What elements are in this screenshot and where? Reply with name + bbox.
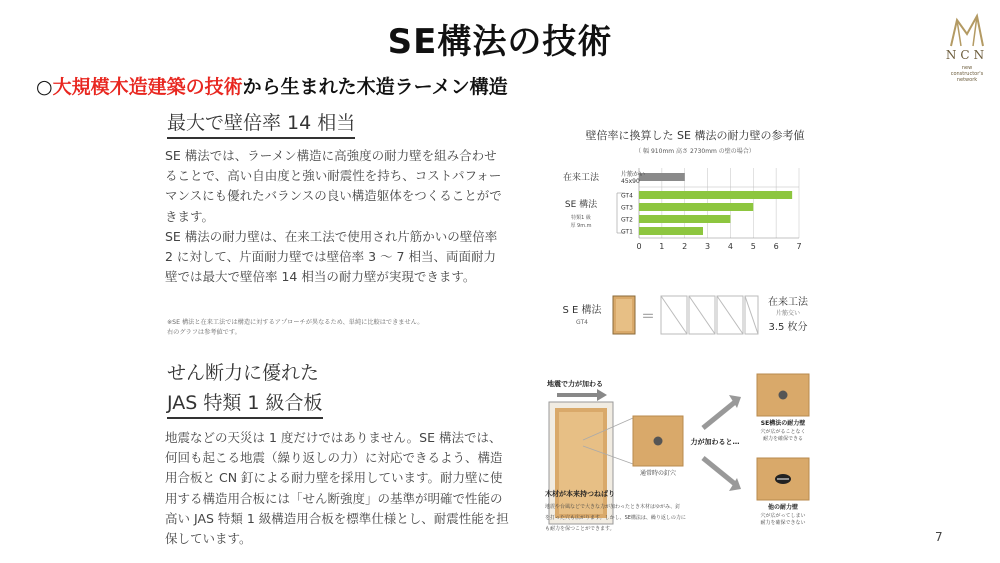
section2-heading-line1: せん断力に優れた <box>167 362 320 384</box>
section1-note <box>167 318 487 338</box>
section1-para1: SE 構法では、ラーメン構造に高強度の耐力壁を組み合わせることで、高い自由度と強い耐震性を持ち、コストパフォーマンスにも優れたバランスの良い構造躯体をつくることができます。 <box>165 148 502 224</box>
comparison-conv-label: 在来工法 <box>768 297 808 308</box>
se-panel-icon <box>613 296 635 334</box>
logo-tagline-3: network <box>956 77 978 83</box>
se-wall-desc2: 耐力を確保できる <box>762 436 804 442</box>
section1-body <box>165 146 505 287</box>
hole-label: 通常時の釘穴 <box>639 470 677 477</box>
chart-category-label: 片筋かい <box>621 171 646 178</box>
tenacity-desc2: を打った穴も広がります。しかし、SE構法は、繰り返しの力に <box>545 515 686 521</box>
chart-bar <box>639 215 730 223</box>
subtitle-highlight: 大規模木造建築の技術 <box>52 76 243 98</box>
chart-xtick-label: 1 <box>659 242 665 251</box>
chart-xtick-label: 6 <box>773 242 779 251</box>
other-wall-desc1: 穴が広がってしまい <box>760 513 806 519</box>
logo-tagline-2: constructor's <box>950 71 984 77</box>
section1-note2: 右のグラフは参考値です。 <box>167 329 241 336</box>
force-arrow-icon <box>557 389 607 401</box>
force-label: 地震で力が加わる <box>547 380 603 388</box>
se-wall-desc1: 穴が広がることなく <box>760 429 806 435</box>
group-label-se: SE 構法 <box>564 200 598 210</box>
section1-heading: 最大で壁倍率 14 相当 <box>167 108 355 139</box>
chart-bar <box>639 203 753 211</box>
tenacity-title: 木材が本来持つねばり <box>545 490 615 498</box>
chart-xtick-label: 5 <box>750 242 756 251</box>
subtitle-mark: ○ <box>36 76 53 98</box>
jas-plywood-figure <box>535 372 825 547</box>
page-number: 7 <box>935 530 943 544</box>
chart-bar <box>639 191 792 199</box>
tenacity-desc3: も耐力を保つことができます。 <box>545 526 615 532</box>
conventional-brace-panels-icon <box>661 296 758 334</box>
logo-name: NCN <box>945 48 989 62</box>
chart-xtick-label: 7 <box>796 242 802 251</box>
section1-note1: ※SE 構法と在来工法では構造に対するアプローチが異なるため、単純に比較はできません。 <box>167 319 424 326</box>
chart-xtick-label: 2 <box>682 242 688 251</box>
chart-category-label: GT2 <box>621 216 633 224</box>
section2-body: 地震などの天災は 1 度だけではありません。SE 構法では、何回も起こる地震（繰り返しの力）に対応できるよう、構造用合板と CN 釘による耐力壁を採用しています。耐力壁に使用する構造用合板には「せん断強度」の基準が明確で性能の高い JAS 特類 1 級構造用合板を標準仕様とし、耐震性能を担保しています。 <box>165 430 509 547</box>
group-label-se-note1: 特類1 級 <box>571 215 591 221</box>
group-label-conventional: 在来工法 <box>562 173 600 183</box>
section2-heading-line2: JAS 特類 1 級合板 <box>167 388 323 419</box>
section1-para2: SE 構法の耐力壁は、在来工法で使用され片筋かいの壁倍率 2 に対して、片面耐力壁では壁倍率 3 ～ 7 相当、両面耐力壁では最大で壁倍率 14 相当の耐力壁が実現できます。 <box>165 228 498 285</box>
chart-ticks <box>636 242 801 251</box>
chart-category-label: GT3 <box>621 204 633 212</box>
tenacity-desc1: 地震や台風などで大きな力が加わったとき木材はゆがみ、釘 <box>545 504 681 510</box>
logo-tagline-1: new <box>961 65 973 71</box>
other-wall-desc2: 耐力を確保できない <box>760 520 806 526</box>
slide-subtitle <box>36 72 508 99</box>
chart-bar <box>639 173 685 181</box>
chart-bar <box>639 227 703 235</box>
comparison-se-sub: GT4 <box>576 319 588 326</box>
se-wall-title: SE構法の耐力壁 <box>760 420 806 427</box>
other-wall-title: 他の耐力壁 <box>767 504 799 511</box>
se-wall-hole-icon <box>757 374 809 416</box>
chart-category-label-line2: 45x90 <box>621 178 640 185</box>
chart-title: 壁倍率に換算した SE 構法の耐力壁の参考値 <box>585 129 805 142</box>
chart-category-label: GT4 <box>621 192 633 200</box>
comparison-conv-sub: 片筋交い <box>775 310 801 317</box>
chart-xtick-label: 3 <box>705 242 711 251</box>
chart-xtick-label: 4 <box>727 242 733 251</box>
other-wall-hole-icon <box>757 458 809 500</box>
wall-ratio-chart <box>555 160 815 255</box>
comparison-se-label: S E 構法 <box>562 305 602 316</box>
chart-subtitle: （ 幅 910mm 高さ 2730mm の壁の場合） <box>635 148 755 155</box>
apply-label: 力が加わると… <box>690 438 740 446</box>
subtitle-rest: から生まれた木造ラーメン構造 <box>242 76 508 98</box>
chart-xtick-label: 0 <box>636 242 642 251</box>
group-label-se-note2: 厚 9m.m <box>570 223 592 229</box>
slide-title: SE構法の技術 <box>387 22 613 62</box>
chart-category-label: GT1 <box>621 228 633 236</box>
comparison-equals: ＝ <box>641 309 655 325</box>
comparison-conv-count: 3.5 枚分 <box>768 322 808 333</box>
wall-comparison-figure <box>555 290 815 340</box>
logo-tagline <box>937 65 997 83</box>
